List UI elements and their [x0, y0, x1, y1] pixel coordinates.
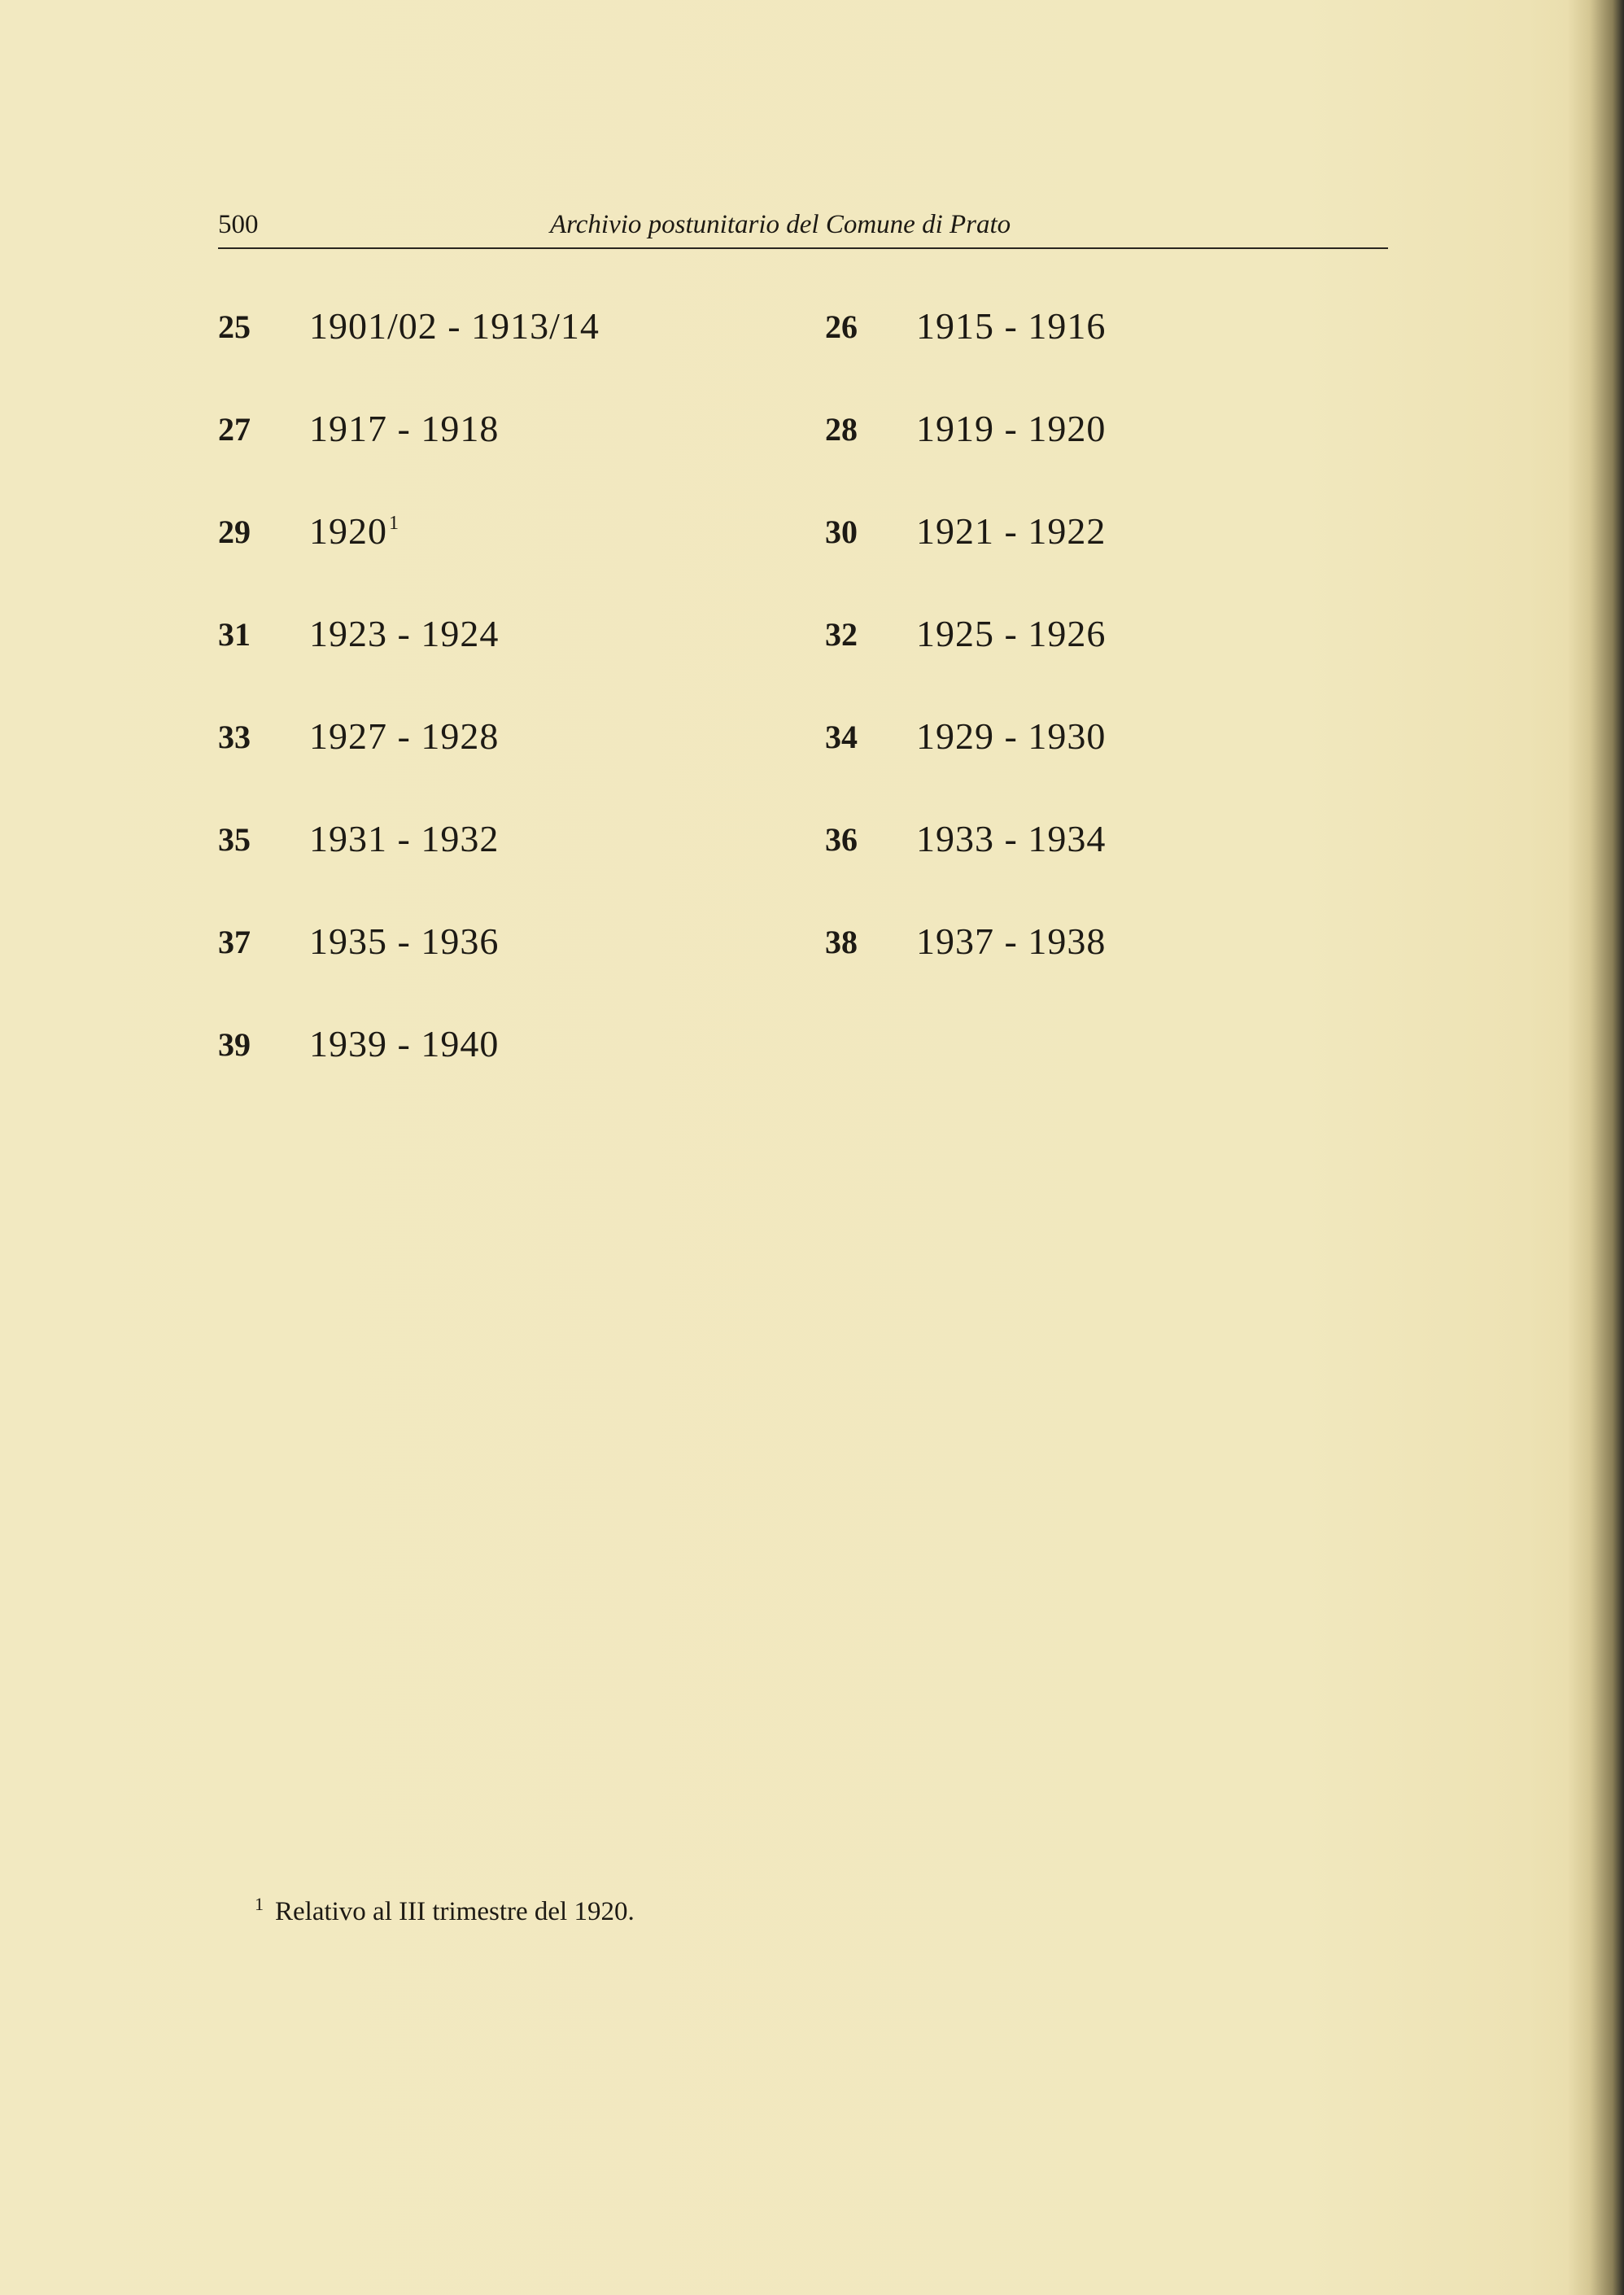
entry-number: 31: [218, 616, 251, 653]
entry-years: 1931 - 1932: [309, 818, 500, 859]
entry-years: 1925 - 1926: [916, 613, 1107, 654]
entry-years: 1935 - 1936: [309, 920, 500, 962]
entry-number: 28: [825, 411, 858, 448]
entry-number: 36: [825, 821, 858, 858]
entry-number: 32: [825, 616, 858, 653]
entry-years: 1919 - 1920: [916, 408, 1107, 449]
entry-number: 38: [825, 924, 858, 960]
entry-years-text: 1920: [309, 510, 387, 552]
entry-number: 30: [825, 514, 858, 550]
footnote: [255, 1894, 635, 1927]
entry-years: 1927 - 1928: [309, 715, 500, 757]
footnote-reference: 1: [389, 513, 399, 534]
entry-number: 39: [218, 1026, 251, 1063]
entry-years: [309, 509, 399, 553]
entry-years: 1917 - 1918: [309, 408, 500, 449]
entry-number: 27: [218, 411, 251, 448]
entry-years: 1937 - 1938: [916, 920, 1107, 962]
book-spine-shadow: [1567, 0, 1624, 2295]
page-number: 500: [218, 210, 259, 239]
entry-years: 1923 - 1924: [309, 613, 500, 654]
entry-years: 1929 - 1930: [916, 715, 1107, 757]
entry-number: 35: [218, 821, 251, 858]
entry-number: 25: [218, 308, 251, 345]
entry-years: 1901/02 - 1913/14: [309, 305, 600, 347]
running-header-title: Archivio postunitario del Comune di Prato: [550, 210, 1011, 239]
footnote-number: 1: [255, 1894, 264, 1914]
entry-number: 37: [218, 924, 251, 960]
entry-number: 33: [218, 719, 251, 755]
entry-number: 26: [825, 308, 858, 345]
entry-years: 1915 - 1916: [916, 305, 1107, 347]
entry-years: 1933 - 1934: [916, 818, 1107, 859]
running-header: [218, 208, 1388, 249]
footnote-text: Relativo al III trimestre del 1920.: [275, 1897, 635, 1926]
entry-number: 29: [218, 514, 251, 550]
entry-years: 1921 - 1922: [916, 510, 1107, 552]
entry-number: 34: [825, 719, 858, 755]
entry-years: 1939 - 1940: [309, 1023, 500, 1064]
